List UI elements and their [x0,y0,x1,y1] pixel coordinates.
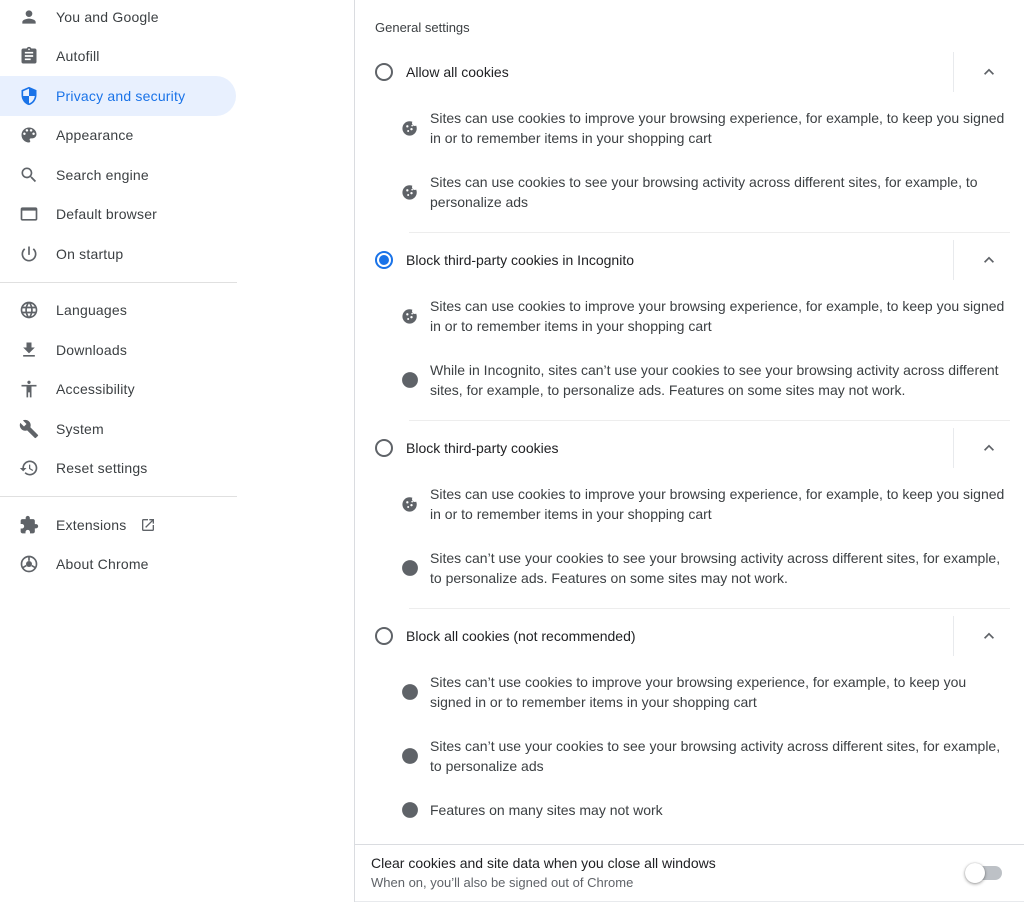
collapse-button[interactable] [954,428,1024,468]
cookie-icon [400,182,420,202]
palette-icon [19,125,39,145]
detail-text: Features on many sites may not work [430,802,663,818]
chrome-icon [19,554,39,574]
blocked-icon [400,682,420,702]
shield-icon [19,86,39,106]
detail-text: Sites can’t use cookies to improve your browsing experience, for example, to keep you signed in or to remember items in your shopping cart [430,674,967,710]
option-row-block-third-party-incognito[interactable] [355,240,1024,280]
cookie-icon [400,494,420,514]
detail-text: While in Incognito, sites can’t use your cookies to see your browsing activity across different sites, for example, to personalize ads. Features on some sites may not work. [430,362,999,398]
sidebar-item-label: Extensions [56,516,127,533]
sidebar-nav [0,0,354,584]
sidebar-item-you-and-google[interactable] [0,0,236,37]
clipboard-icon [19,46,39,66]
chevron-up-icon [979,62,999,82]
sidebar-item-label: Autofill [56,48,100,65]
settings-sidebar [0,0,355,902]
option-label: Block all cookies (not recommended) [406,628,636,644]
clear-cookies-toggle[interactable] [968,866,1002,880]
chevron-up-icon [979,250,999,270]
cookie-icon [400,306,420,326]
option-label: Block third-party cookies in Incognito [406,252,634,268]
detail-item [400,484,1024,524]
radio-block-third-party[interactable] [375,439,393,457]
sidebar-item-label: Default browser [56,206,158,223]
section-divider [409,420,1010,421]
radio-block-all-cookies[interactable] [375,627,393,645]
cookie-options-list [355,52,1024,840]
cookie-option-block-third-party [355,428,1024,609]
sidebar-item-label: Search engine [56,166,149,183]
detail-item [400,108,1024,148]
radio-block-third-party-incognito[interactable] [375,251,393,269]
option-row-block-all-cookies[interactable] [355,616,1024,656]
download-icon [19,340,39,360]
sidebar-item-on-startup[interactable] [0,234,236,274]
person-icon [19,7,39,27]
option-label: Allow all cookies [406,64,509,80]
detail-item [400,548,1024,588]
detail-item [400,296,1024,336]
sidebar-item-about-chrome[interactable] [0,545,236,585]
sidebar-item-label: Reset settings [56,460,148,477]
option-details [355,92,1024,212]
external-link-icon [140,517,156,533]
sidebar-item-autofill[interactable] [0,37,236,77]
section-divider [409,608,1010,609]
sidebar-item-privacy-and-security[interactable] [0,76,236,116]
collapse-button[interactable] [954,240,1024,280]
sidebar-item-languages[interactable] [0,291,236,331]
option-row-allow-all-cookies[interactable] [355,52,1024,92]
sidebar-item-label: On startup [56,245,124,262]
detail-item [400,172,1024,212]
detail-text: Sites can use cookies to improve your browsing experience, for example, to keep you signed in or to remember items in your shopping cart [430,110,1005,146]
sidebar-item-system[interactable] [0,409,236,449]
sidebar-item-reset-settings[interactable] [0,449,236,489]
clear-cookies-text [371,853,716,893]
clear-cookies-subtitle: When on, you’ll also be signed out of Chrome [371,875,634,890]
restore-icon [19,458,39,478]
option-details [355,468,1024,588]
toggle-knob [965,863,985,883]
cookie-option-block-third-party-incognito [355,240,1024,421]
sidebar-item-label: Accessibility [56,381,135,398]
wrench-icon [19,419,39,439]
clear-cookies-title: Clear cookies and site data when you close all windows [371,855,716,871]
blocked-icon [400,370,420,390]
sidebar-item-label: About Chrome [56,556,149,573]
sidebar-item-search-engine[interactable] [0,155,236,195]
detail-item [400,800,1024,820]
sidebar-item-label: Downloads [56,341,128,358]
radio-allow-all-cookies[interactable] [375,63,393,81]
sidebar-item-downloads[interactable] [0,330,236,370]
chevron-up-icon [979,626,999,646]
sidebar-item-label: Privacy and security [56,87,186,104]
sidebar-item-accessibility[interactable] [0,370,236,410]
option-label: Block third-party cookies [406,440,559,456]
option-details [355,656,1024,820]
blocked-icon [400,800,420,820]
sidebar-divider [0,496,237,497]
sidebar-item-appearance[interactable] [0,116,236,156]
sidebar-item-default-browser[interactable] [0,195,236,235]
detail-item [400,360,1024,400]
blocked-icon [400,558,420,578]
detail-item [400,736,1024,776]
section-divider [409,232,1010,233]
power-icon [19,244,39,264]
detail-text: Sites can use cookies to see your browsing activity across different sites, for example, to personalize ads [430,174,978,210]
sidebar-divider [0,282,237,283]
globe-icon [19,300,39,320]
chevron-up-icon [979,438,999,458]
sidebar-item-label: System [56,420,104,437]
accessibility-icon [19,379,39,399]
option-details [355,280,1024,400]
collapse-button[interactable] [954,616,1024,656]
detail-text: Sites can’t use your cookies to see your browsing activity across different sites, for example, to personalize ads. Features on some sites may not work. [430,550,1001,586]
puzzle-icon [19,515,39,535]
blocked-icon [400,746,420,766]
detail-item [400,672,1024,712]
option-row-block-third-party[interactable] [355,428,1024,468]
cookie-option-allow-all-cookies [355,52,1024,233]
browser-icon [19,204,39,224]
sidebar-item-label: Appearance [56,127,134,144]
collapse-button[interactable] [954,52,1024,92]
clear-cookies-row [355,844,1024,902]
detail-text: Sites can use cookies to improve your browsing experience, for example, to keep you signed in or to remember items in your shopping cart [430,486,1005,522]
detail-text: Sites can’t use your cookies to see your browsing activity across different sites, for example, to personalize ads [430,738,1001,774]
detail-text: Sites can use cookies to improve your browsing experience, for example, to keep you signed in or to remember items in your shopping cart [430,298,1005,334]
search-icon [19,165,39,185]
cookie-icon [400,118,420,138]
sidebar-item-label: Languages [56,302,128,319]
cookie-option-block-all-cookies [355,616,1024,820]
cookies-settings-panel [355,0,1024,902]
sidebar-item-extensions[interactable] [0,505,236,545]
sidebar-item-label: You and Google [56,8,159,25]
section-header: General settings [375,20,470,35]
